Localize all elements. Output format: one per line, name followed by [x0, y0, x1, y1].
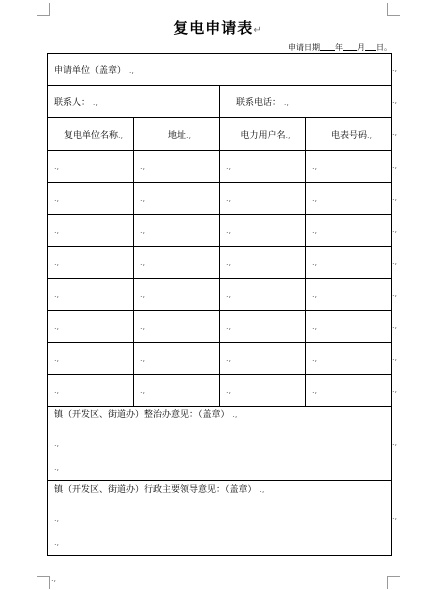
row-end-mark: ., — [392, 256, 398, 266]
cell-end-mark: ., — [312, 225, 318, 235]
table-cell[interactable] — [48, 375, 134, 407]
table-row — [48, 183, 392, 215]
table-cell[interactable] — [220, 343, 306, 375]
table-cell[interactable] — [48, 247, 134, 279]
crop-mark-bottom-left — [37, 576, 50, 589]
row-end-mark: ., — [392, 160, 398, 170]
row-end-mark: ., — [392, 288, 398, 298]
table-cell[interactable] — [220, 215, 306, 247]
cell-end-mark: ., — [54, 289, 60, 299]
table-cell[interactable] — [134, 311, 220, 343]
cell-end-mark: ., — [312, 257, 318, 267]
table-cell[interactable] — [220, 375, 306, 407]
table-row — [48, 343, 392, 375]
table-cell[interactable] — [48, 215, 134, 247]
table-cell[interactable] — [48, 151, 134, 183]
crop-mark-top-right — [387, 3, 400, 16]
town-opinion-cell[interactable] — [48, 407, 392, 481]
final-paragraph-mark: ., — [51, 574, 57, 583]
column-header — [306, 118, 392, 151]
cell-end-mark: ., — [312, 193, 318, 203]
cell-end-mark: ., — [232, 410, 238, 419]
contact-row — [48, 86, 392, 118]
table-cell[interactable] — [48, 343, 134, 375]
cell-end-mark: ., — [140, 225, 146, 235]
cell-end-mark: ., — [185, 130, 192, 140]
table-cell[interactable] — [134, 151, 220, 183]
table-cell[interactable] — [306, 247, 392, 279]
table-cell[interactable] — [48, 311, 134, 343]
cell-end-mark: ., — [54, 225, 60, 235]
paragraph-mark: ., — [54, 463, 60, 472]
leader-opinion-cell[interactable] — [48, 481, 392, 556]
town-opinion-row — [48, 407, 392, 481]
cell-end-mark: ., — [117, 130, 124, 140]
cell-end-mark: ., — [259, 484, 265, 494]
table-cell[interactable] — [220, 151, 306, 183]
table-header-row — [48, 118, 392, 151]
table-row — [48, 311, 392, 343]
cell-end-mark: ., — [226, 385, 232, 395]
contact-person-cell[interactable] — [48, 86, 220, 118]
cell-end-mark: ., — [226, 257, 232, 267]
opinion-blank-lines — [54, 432, 391, 480]
paragraph-mark: ., — [54, 513, 60, 523]
apply-unit-row — [48, 54, 392, 86]
column-header-label: 电表号码 — [330, 130, 367, 141]
application-form-table — [47, 53, 392, 556]
cell-end-mark: ., — [226, 225, 232, 235]
table-cell[interactable] — [134, 247, 220, 279]
paragraph-mark: ., — [54, 439, 60, 448]
table-cell[interactable] — [306, 151, 392, 183]
cell-end-mark: ., — [54, 161, 60, 171]
row-end-mark: ., — [392, 320, 398, 330]
paragraph-mark: ., — [54, 537, 60, 547]
day-blank[interactable] — [365, 42, 376, 51]
row-end-mark: ., — [392, 352, 398, 362]
table-cell[interactable] — [48, 183, 134, 215]
row-end-mark: ., — [392, 224, 398, 234]
cell-end-mark: ., — [366, 130, 373, 140]
column-header — [220, 118, 306, 151]
cell-end-mark: ., — [226, 193, 232, 203]
table-cell[interactable] — [306, 343, 392, 375]
table-cell[interactable] — [134, 375, 220, 407]
contact-phone-label: 联系电话： — [236, 98, 282, 108]
table-row — [48, 247, 392, 279]
table-cell[interactable] — [134, 343, 220, 375]
cell-end-mark: ., — [140, 193, 146, 203]
table-cell[interactable] — [48, 279, 134, 311]
table-row — [48, 279, 392, 311]
table-row — [48, 215, 392, 247]
day-label: 日。 — [376, 43, 392, 52]
cell-end-mark: ., — [140, 289, 146, 299]
cell-end-mark: ., — [92, 98, 98, 107]
table-cell[interactable] — [134, 183, 220, 215]
cell-end-mark: ., — [54, 385, 60, 395]
cell-end-mark: ., — [140, 257, 146, 267]
cell-end-mark: ., — [140, 353, 146, 363]
application-date-line — [288, 42, 392, 53]
column-header-label: 电力用户名 — [240, 130, 286, 141]
month-blank[interactable] — [343, 42, 357, 51]
column-header-label: 复电单位名称 — [63, 130, 118, 141]
cell-end-mark: ., — [140, 385, 146, 395]
column-header — [48, 118, 134, 151]
year-blank[interactable] — [320, 42, 335, 51]
table-cell[interactable] — [306, 215, 392, 247]
column-header — [134, 118, 220, 151]
column-header-label: 地址 — [167, 130, 186, 141]
cell-end-mark: ., — [312, 385, 318, 395]
date-label: 申请日期 — [288, 43, 320, 52]
cell-end-mark: ., — [312, 321, 318, 331]
table-row — [48, 375, 392, 407]
crop-mark-top-left — [37, 3, 50, 16]
row-end-mark: ., — [392, 63, 398, 73]
table-cell[interactable] — [220, 311, 306, 343]
table-cell[interactable] — [220, 279, 306, 311]
cell-end-mark: ., — [283, 98, 289, 107]
title-text: 复电申请表 — [173, 19, 254, 37]
document-title — [0, 17, 436, 38]
table-cell[interactable] — [306, 311, 392, 343]
cell-end-mark: ., — [285, 130, 291, 140]
table-cell[interactable] — [306, 375, 392, 407]
cell-end-mark: ., — [226, 161, 232, 171]
cell-end-mark: ., — [54, 353, 60, 363]
row-end-mark: ., — [392, 128, 398, 137]
row-end-mark: ., — [392, 512, 398, 521]
table-row — [48, 151, 392, 183]
month-label: 月 — [357, 43, 365, 52]
cell-end-mark: ., — [226, 321, 232, 331]
table-cell[interactable] — [220, 247, 306, 279]
cell-end-mark: ., — [226, 289, 232, 299]
cell-end-mark: ., — [54, 193, 60, 203]
leader-opinion-label: 镇（开发区、街道办）行政主要领导意见：（盖章） — [54, 484, 257, 495]
paragraph-mark-icon: ↵ — [253, 25, 263, 36]
cell-end-mark: ., — [128, 66, 134, 75]
apply-unit-cell[interactable] — [48, 54, 392, 86]
cell-end-mark: ., — [54, 321, 60, 331]
cell-end-mark: ., — [312, 289, 318, 299]
crop-mark-bottom-right — [387, 576, 400, 589]
row-end-mark: ., — [392, 95, 398, 105]
year-label: 年 — [335, 43, 343, 52]
row-end-mark: ., — [392, 437, 398, 447]
cell-end-mark: ., — [140, 321, 146, 331]
cell-end-mark: ., — [312, 161, 318, 171]
table-cell[interactable] — [220, 183, 306, 215]
table-cell[interactable] — [134, 215, 220, 247]
cell-end-mark: ., — [140, 161, 146, 171]
cell-end-mark: ., — [54, 257, 60, 267]
table-cell[interactable] — [306, 279, 392, 311]
apply-unit-label: 申请单位（盖章） — [54, 66, 127, 76]
opinion-blank-lines — [54, 507, 391, 555]
table-cell[interactable] — [306, 183, 392, 215]
leader-opinion-row — [48, 481, 392, 556]
cell-end-mark: ., — [312, 353, 318, 363]
contact-phone-cell[interactable] — [220, 86, 392, 118]
table-cell[interactable] — [134, 279, 220, 311]
town-opinion-label: 镇（开发区、街道办）整治办意见：（盖章） — [54, 410, 230, 420]
row-end-mark: ., — [392, 384, 398, 394]
contact-person-label: 联系人： — [54, 98, 91, 108]
cell-end-mark: ., — [226, 353, 232, 363]
row-end-mark: ., — [392, 192, 398, 202]
